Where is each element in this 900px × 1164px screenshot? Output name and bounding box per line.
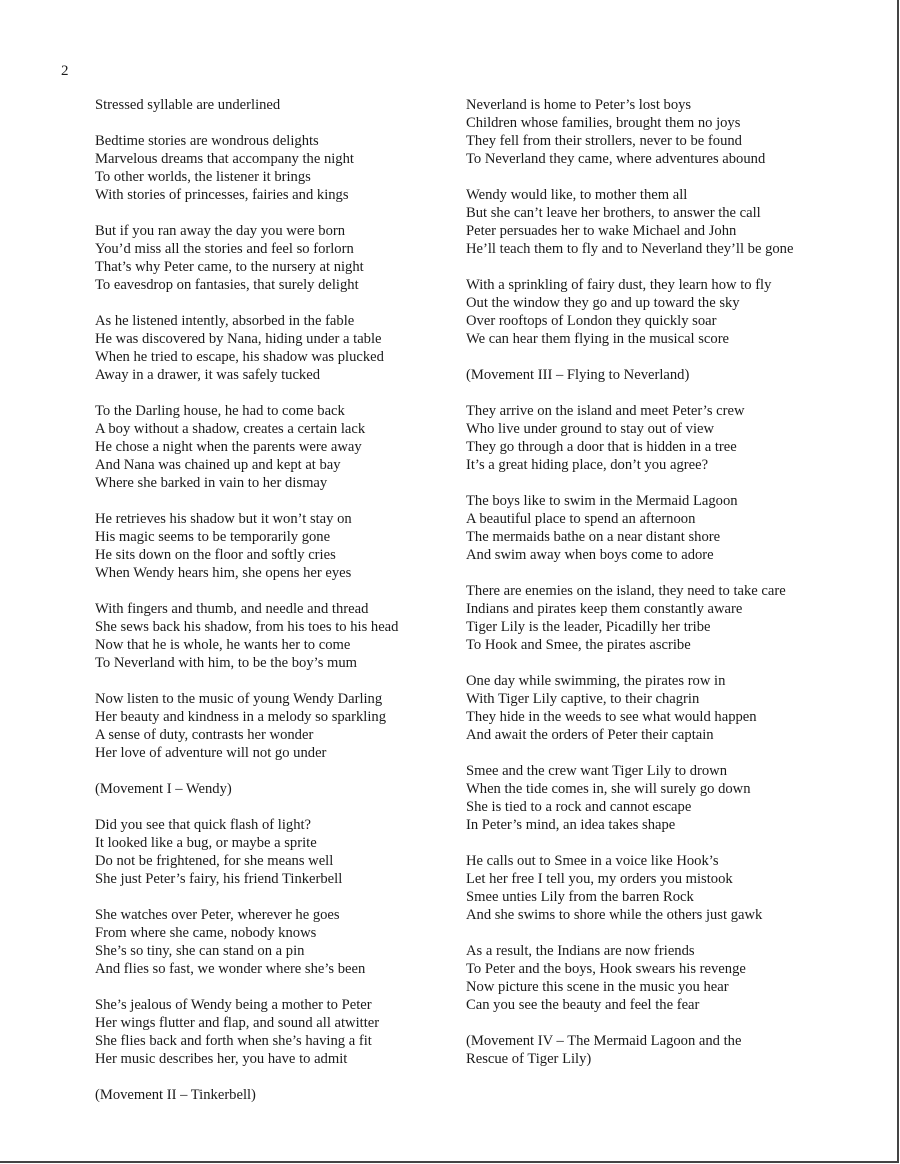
poem-line: (Movement II – Tinkerbell) (95, 1087, 256, 1103)
poem-line: They go through a door that is hidden in a tree (466, 439, 737, 455)
stanza-break (466, 348, 886, 366)
stanza-break (95, 798, 440, 816)
poem-line: Now listen to the music of young Wendy Darling (95, 691, 383, 707)
poem-line: Away in a drawer, it was safely tucked (95, 367, 321, 383)
poem-line: And Nana was chained up and kept at bay (95, 457, 341, 473)
poem-line: He calls out to Smee in a voice like Hook’s (466, 853, 719, 869)
poem-line: It’s a great hiding place, don’t you agree? (466, 457, 709, 473)
stanza-break (95, 204, 440, 222)
stanza-break (466, 168, 886, 186)
poem-line: When he tried to escape, his shadow was plucked (95, 349, 384, 365)
poem-line: He chose a night when the parents were away (95, 439, 362, 455)
poem-line: To eavesdrop on fantasies, that surely delight (95, 277, 359, 293)
poem-line: Her wings flutter and flap, and sound all atwitter (95, 1015, 380, 1031)
poem-line: And swim away when boys come to adore (466, 547, 714, 563)
poem-line: To Neverland they came, where adventures abound (466, 151, 766, 167)
poem-line: Now that he is whole, he wants her to come (95, 637, 351, 653)
stanza-break (95, 114, 440, 132)
poem-line: Her love of adventure will not go under (95, 745, 327, 761)
poem-line: From where she came, nobody knows (95, 925, 317, 941)
stanza-break (466, 924, 886, 942)
poem-line: Her beauty and kindness in a melody so sparkling (95, 709, 387, 725)
poem-line: (Movement IV – The Mermaid Lagoon and the (466, 1033, 742, 1049)
poem-line: (Movement III – Flying to Neverland) (466, 367, 690, 383)
stanza-break (95, 1068, 440, 1086)
stanza-break (95, 978, 440, 996)
poem-line: Where she barked in vain to her dismay (95, 475, 328, 491)
stanza-break (95, 672, 440, 690)
poem-line: Indians and pirates keep them constantly aware (466, 601, 743, 617)
stanza-break (95, 384, 440, 402)
poem-line: Do not be frightened, for she means well (95, 853, 334, 869)
poem-line: One day while swimming, the pirates row in (466, 673, 726, 689)
poem-line: And she swims to shore while the others just gawk (466, 907, 763, 923)
stanza-break (466, 474, 886, 492)
poem-line: She’s so tiny, she can stand on a pin (95, 943, 305, 959)
poem-line: To Hook and Smee, the pirates ascribe (466, 637, 691, 653)
poem-line: Tiger Lily is the leader, Picadilly her tribe (466, 619, 711, 635)
poem-line: They fell from their strollers, never to be found (466, 133, 742, 149)
page-number: 2 (61, 63, 69, 79)
poem-line: She flies back and forth when she’s having a fit (95, 1033, 372, 1049)
poem-line: He retrieves his shadow but it won’t stay on (95, 511, 352, 527)
poem-line: But she can’t leave her brothers, to answer the call (466, 205, 761, 221)
poem-line: Who live under ground to stay out of view (466, 421, 715, 437)
poem-line: The boys like to swim in the Mermaid Lagoon (466, 493, 738, 509)
poem-line: He sits down on the floor and softly cries (95, 547, 336, 563)
stanza-break (95, 582, 440, 600)
stanza-break (95, 762, 440, 780)
poem-line: With fingers and thumb, and needle and thread (95, 601, 369, 617)
poem-line: Marvelous dreams that accompany the night (95, 151, 354, 167)
right-column (466, 96, 886, 1068)
poem-line: A boy without a shadow, creates a certain lack (95, 421, 366, 437)
stanza-break (466, 258, 886, 276)
stanza-break (466, 564, 886, 582)
poem-line: Smee and the crew want Tiger Lily to drown (466, 763, 728, 779)
poem-line: She’s jealous of Wendy being a mother to Peter (95, 997, 372, 1013)
poem-line: He was discovered by Nana, hiding under a table (95, 331, 382, 347)
poem-line: Children whose families, brought them no joys (466, 115, 741, 131)
left-column (95, 96, 440, 1104)
poem-line: When Wendy hears him, she opens her eyes (95, 565, 352, 581)
poem-line: In Peter’s mind, an idea takes shape (466, 817, 676, 833)
poem-line: Out the window they go and up toward the sky (466, 295, 740, 311)
poem-line: But if you ran away the day you were born (95, 223, 346, 239)
poem-line: She sews back his shadow, from his toes to his head (95, 619, 399, 635)
poem-line: Wendy would like, to mother them all (466, 187, 688, 203)
stanza-break (95, 492, 440, 510)
poem-line: We can hear them flying in the musical score (466, 331, 730, 347)
poem-line: Neverland is home to Peter’s lost boys (466, 97, 692, 113)
stanza-break (466, 834, 886, 852)
poem-line: Rescue of Tiger Lily) (466, 1051, 592, 1067)
poem-line: Can you see the beauty and feel the fear (466, 997, 700, 1013)
poem-line: Her music describes her, you have to admit (95, 1051, 348, 1067)
poem-line: You’d miss all the stories and feel so forlorn (95, 241, 354, 257)
poem-line: Over rooftops of London they quickly soar (466, 313, 717, 329)
poem-line: When the tide comes in, she will surely go down (466, 781, 751, 797)
poem-line: She just Peter’s fairy, his friend Tinkerbell (95, 871, 343, 887)
poem-line: And await the orders of Peter their captain (466, 727, 714, 743)
stanza-break (466, 1014, 886, 1032)
poem-line: To the Darling house, he had to come back (95, 403, 345, 419)
stanza-break (95, 888, 440, 906)
poem-line: That’s why Peter came, to the nursery at night (95, 259, 364, 275)
poem-line: His magic seems to be temporarily gone (95, 529, 331, 545)
poem-line: She is tied to a rock and cannot escape (466, 799, 692, 815)
poem-line: As he listened intently, absorbed in the fable (95, 313, 355, 329)
stanza-break (95, 294, 440, 312)
poem-line: And flies so fast, we wonder where she’s been (95, 961, 366, 977)
poem-line: Stressed syllable are underlined (95, 97, 281, 113)
poem-line: They hide in the weeds to see what would happen (466, 709, 757, 725)
poem-line: Did you see that quick flash of light? (95, 817, 312, 833)
poem-line: The mermaids bathe on a near distant shore (466, 529, 721, 545)
poem-line: A sense of duty, contrasts her wonder (95, 727, 314, 743)
poem-line: Now picture this scene in the music you hear (466, 979, 729, 995)
stanza-break (466, 654, 886, 672)
poem-line: Smee unties Lily from the barren Rock (466, 889, 694, 905)
poem-line: With stories of princesses, fairies and kings (95, 187, 349, 203)
poem-line: With Tiger Lily captive, to their chagrin (466, 691, 700, 707)
poem-line: He’ll teach them to fly and to Neverland they’ll be gone (466, 241, 794, 257)
poem-line: (Movement I – Wendy) (95, 781, 232, 797)
poem-line: Bedtime stories are wondrous delights (95, 133, 319, 149)
poem-line: They arrive on the island and meet Peter’s crew (466, 403, 745, 419)
poem-line: A beautiful place to spend an afternoon (466, 511, 696, 527)
poem-line: To other worlds, the listener it brings (95, 169, 311, 185)
poem-line: As a result, the Indians are now friends (466, 943, 695, 959)
poem-line: With a sprinkling of fairy dust, they learn how to fly (466, 277, 772, 293)
poem-line: She watches over Peter, wherever he goes (95, 907, 340, 923)
poem-line: It looked like a bug, or maybe a sprite (95, 835, 317, 851)
stanza-break (466, 744, 886, 762)
poem-line: Peter persuades her to wake Michael and John (466, 223, 737, 239)
poem-line: To Peter and the boys, Hook swears his revenge (466, 961, 746, 977)
poem-line: To Neverland with him, to be the boy’s mum (95, 655, 358, 671)
stanza-break (466, 384, 886, 402)
poem-line: Let her free I tell you, my orders you mistook (466, 871, 733, 887)
poem-line: There are enemies on the island, they need to take care (466, 583, 786, 599)
